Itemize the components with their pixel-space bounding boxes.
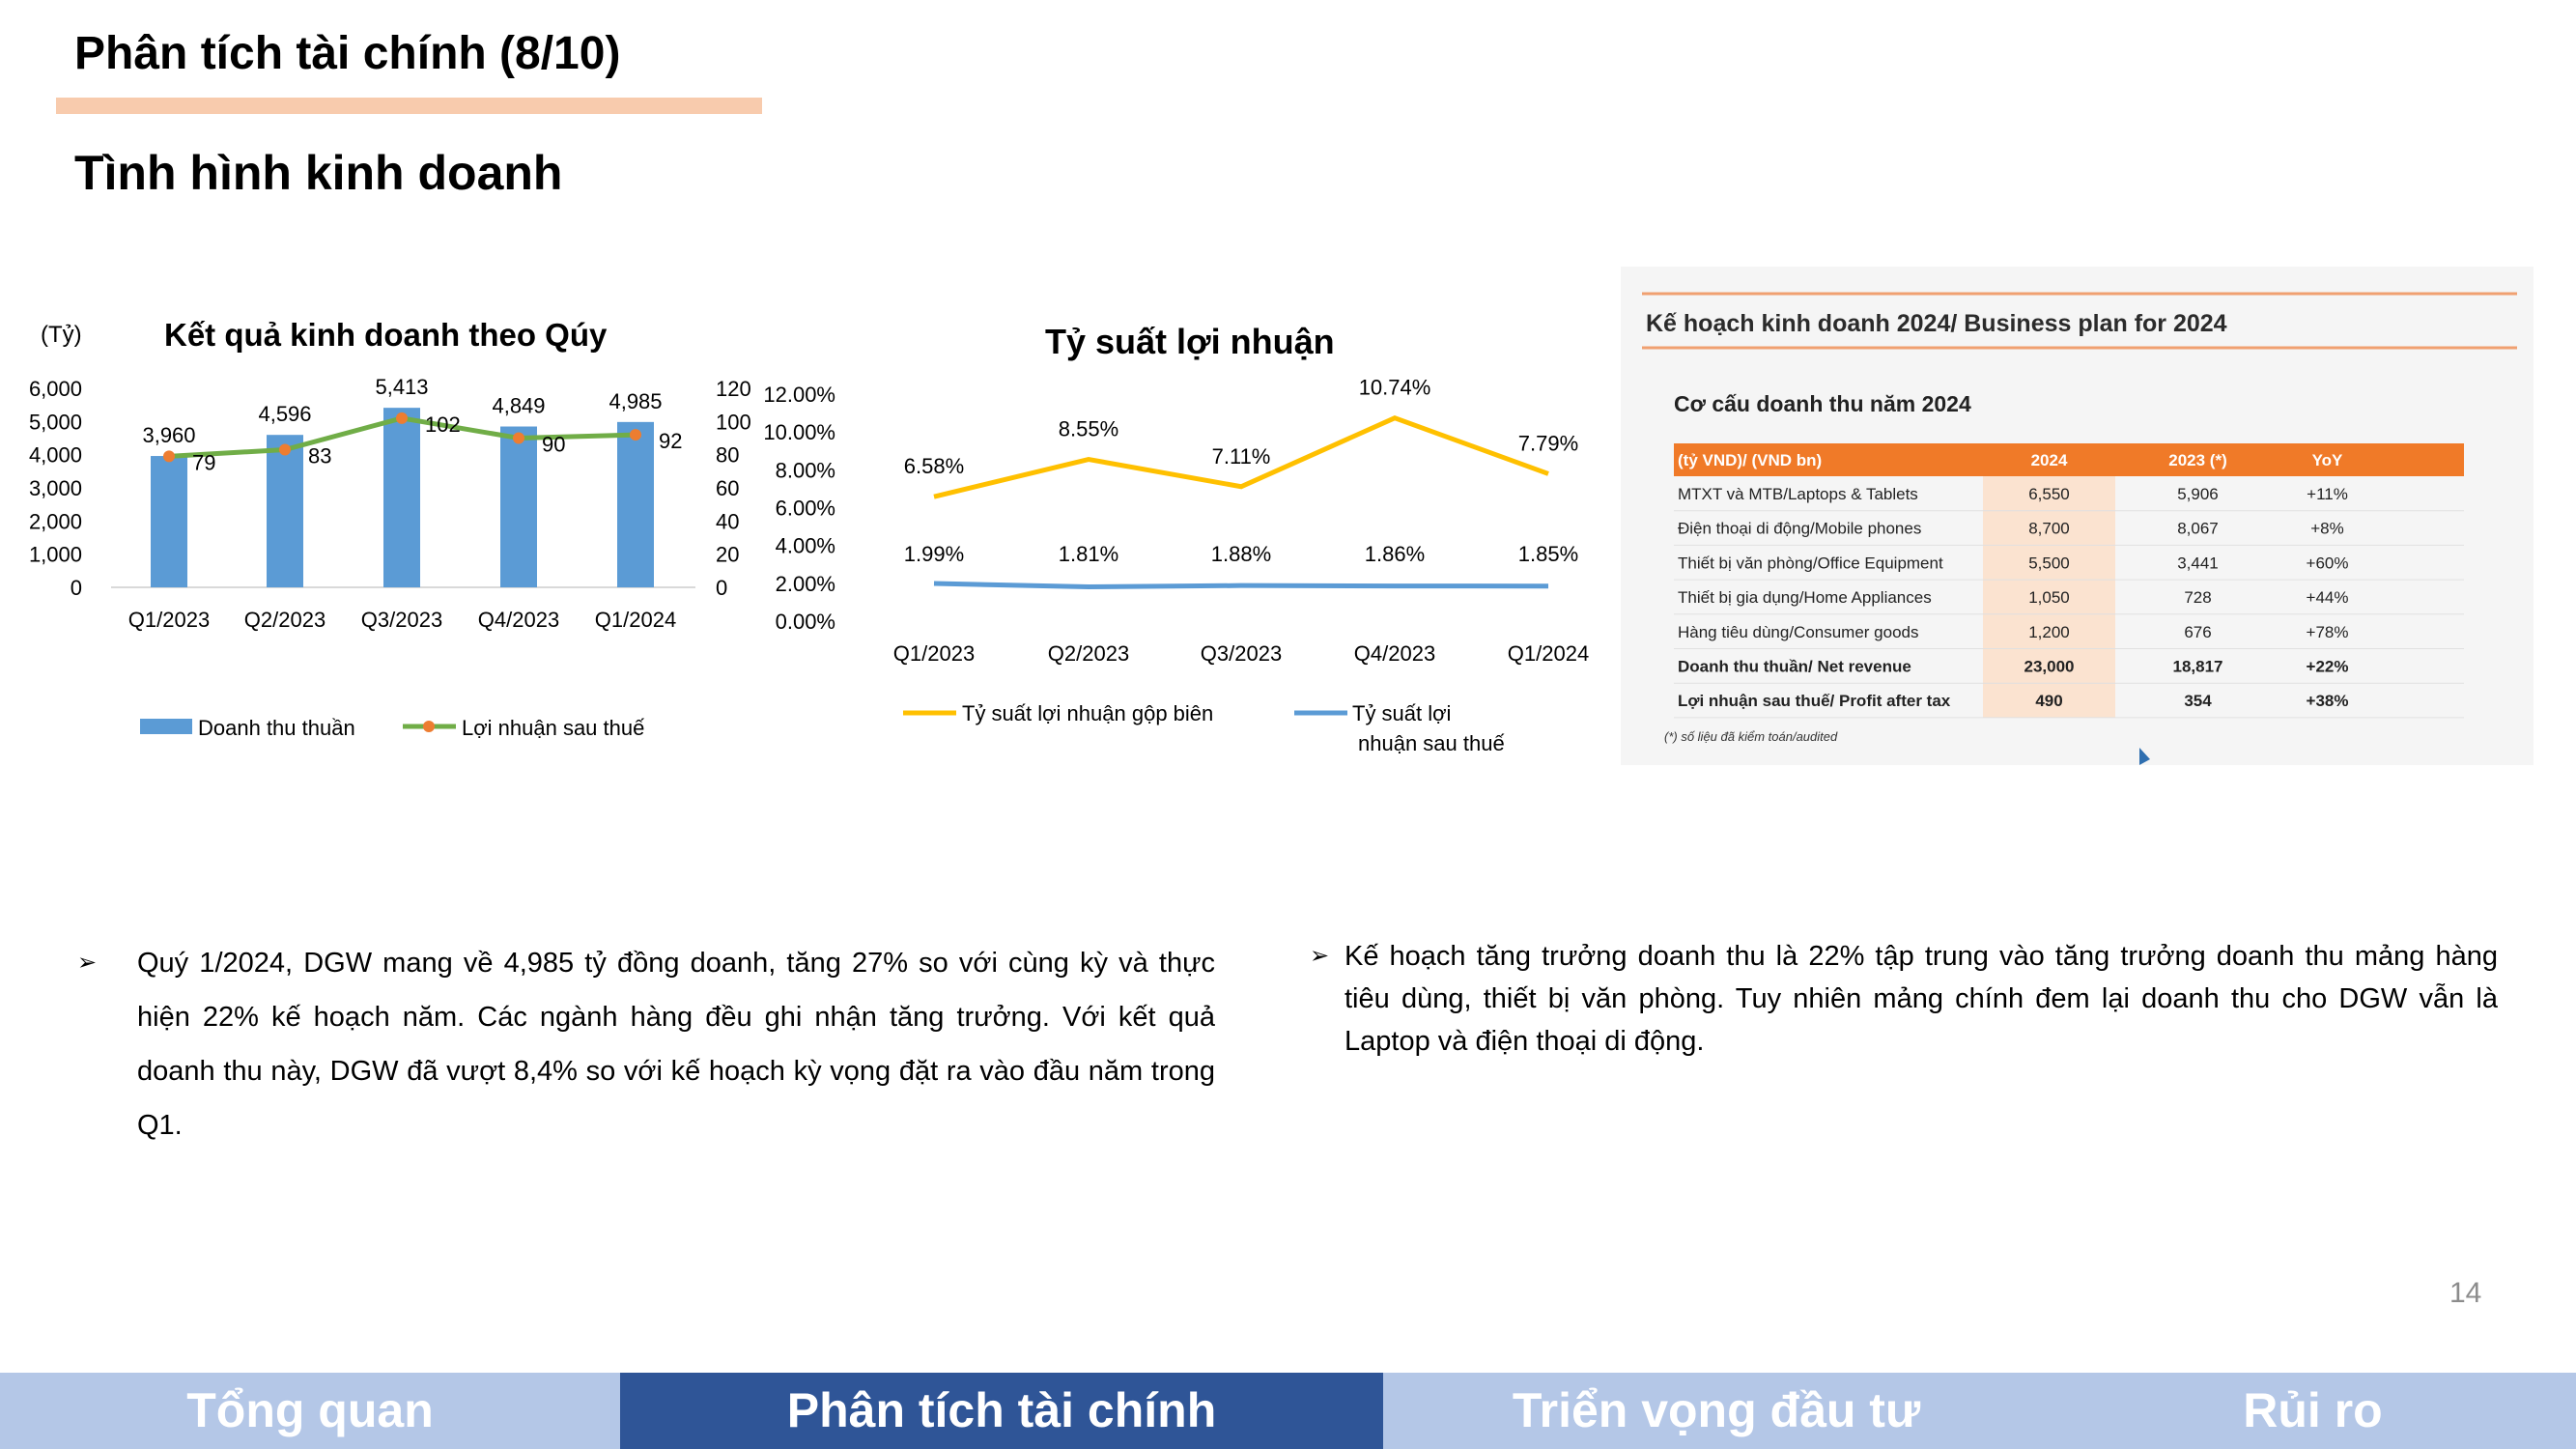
chart2-y-tick: 0.00% (775, 610, 835, 634)
chart2-title: Tỷ suất lợi nhuận (1045, 322, 1335, 361)
plan-table-cell: 1,050 (2028, 588, 2070, 608)
plan-table-cell: 8,067 (2177, 519, 2219, 538)
plan-table-cell: Doanh thu thuần/ Net revenue (1678, 657, 1911, 676)
chart1-profit-point (630, 429, 641, 440)
chart1-y-tick: 3,000 (28, 476, 82, 500)
chart1-profit-label: 102 (425, 412, 461, 437)
chart2-y-tick: 6.00% (775, 496, 835, 521)
business-plan-table (1621, 267, 2534, 765)
plan-table-cell: +78% (2306, 622, 2349, 641)
chart2-y-tick: 8.00% (775, 458, 835, 483)
plan-table-header-cell: 2023 (*) (2168, 451, 2227, 469)
tab-rui-ro[interactable]: Rủi ro (2243, 1383, 2383, 1437)
chart2-gross-label: 10.74% (1358, 375, 1431, 400)
plan-table-cell: +44% (2306, 588, 2349, 608)
chart1-y-tick: 1,000 (28, 542, 82, 567)
chart1-bar-label: 5,413 (375, 375, 429, 400)
bullet-marker-icon: ➢ (77, 950, 98, 976)
chart2-gross-label: 7.79% (1517, 431, 1579, 456)
chart2-x-tick: Q1/2024 (1507, 641, 1590, 666)
plan-table-cell: +38% (2306, 692, 2349, 711)
chart1-y2-tick: 0 (716, 576, 728, 600)
chart1-title: Kết quả kinh doanh theo Qúy (164, 317, 608, 353)
chart2-net-margin-line (934, 583, 1548, 587)
tab-trien-vong-dau-tu[interactable]: Triển vọng đầu tư (1512, 1383, 1921, 1437)
plan-table-cell: +11% (2307, 485, 2348, 503)
plan-table-cell: Hàng tiêu dùng/Consumer goods (1678, 622, 1919, 641)
chart2-net-label: 1.88% (1210, 542, 1272, 566)
chart1-bar-label: 4,849 (492, 393, 546, 418)
chart1-x-tick: Q1/2023 (127, 608, 211, 632)
chart2-gross-label: 8.55% (1058, 416, 1119, 441)
chart2-y-tick: 12.00% (763, 383, 835, 407)
page-number: 14 (2449, 1277, 2482, 1309)
plan-table-cell: MTXT và MTB/Laptops & Tablets (1678, 485, 1918, 503)
chart1-x-tick: Q4/2023 (477, 608, 560, 632)
plan-table-cell: 6,550 (2028, 485, 2070, 503)
section-title: Tình hình kinh doanh (74, 146, 563, 200)
plan-table-cell: 23,000 (2024, 657, 2075, 676)
chart1-y2-tick: 20 (716, 542, 740, 567)
chart2-gross-label: 7.11% (1211, 443, 1271, 469)
chart1-legend-marker-profit (423, 721, 435, 732)
plan-table-cell: 1,200 (2028, 622, 2070, 641)
bullet-left (77, 936, 1215, 1152)
plan-table-cell: 5,500 (2028, 554, 2070, 573)
bottom-nav (0, 1373, 2576, 1449)
plan-table-cell: +22% (2306, 657, 2349, 676)
plan-subtitle: Cơ cấu doanh thu năm 2024 (1674, 391, 1971, 416)
chart2-legend-gross: Tỷ suất lợi nhuận gộp biên (962, 701, 1214, 725)
chart2-legend-net-line1: Tỷ suất lợi (1352, 701, 1452, 725)
chart1-legend-profit: Lợi nhuận sau thuế (462, 716, 645, 740)
chart1-y-tick: 0 (70, 576, 82, 600)
chart2-net-label: 1.85% (1517, 542, 1579, 566)
chart2-x-tick: Q2/2023 (1047, 641, 1130, 666)
tab-tong-quan[interactable]: Tổng quan (186, 1383, 434, 1437)
bullet-marker-icon: ➢ (1310, 943, 1330, 969)
chart1-y2-tick: 80 (716, 442, 740, 468)
chart1-bar (617, 422, 654, 587)
chart1-x-tick: Q3/2023 (360, 608, 443, 632)
plan-table-cell: +60% (2306, 554, 2349, 573)
revenue-profit-chart (29, 317, 751, 740)
plan-table-cell: 5,906 (2177, 485, 2219, 503)
tab-phan-tich-tai-chinh[interactable]: Phân tích tài chính (620, 1373, 1383, 1449)
plan-table-cell: 8,700 (2028, 519, 2070, 538)
chart1-bar-label: 4,985 (609, 388, 663, 413)
chart1-bar (383, 408, 420, 587)
plan-table-cell: 3,441 (2177, 554, 2219, 573)
plan-table-cell: Thiết bị văn phòng/Office Equipment (1678, 554, 1943, 573)
margin-chart (763, 322, 1589, 755)
chart2-x-tick: Q3/2023 (1200, 641, 1283, 666)
chart1-bar (267, 435, 303, 587)
chart1-y-tick: 6,000 (28, 377, 82, 401)
chart1-profit-point (163, 450, 175, 462)
chart2-gross-label: 6.58% (903, 454, 965, 479)
chart1-x-tick: Q2/2023 (243, 608, 326, 632)
plan-table-header-cell: YoY (2311, 451, 2343, 469)
chart1-profit-label: 90 (542, 432, 566, 457)
plan-table-header-cell: (tỷ VND)/ (VND bn) (1678, 451, 1823, 469)
plan-table-cell: 18,817 (2172, 657, 2223, 676)
plan-table-cell: +8% (2310, 519, 2344, 538)
plan-table-cell: Điện thoại di động/Mobile phones (1678, 519, 1922, 538)
plan-table-cell: Lợi nhuận sau thuế/ Profit after tax (1678, 692, 1951, 711)
chart1-profit-point (513, 433, 524, 444)
chart1-bar-label: 3,960 (142, 423, 196, 448)
chart1-profit-label: 92 (659, 429, 683, 454)
chart1-y-tick: 2,000 (28, 509, 82, 534)
chart1-y2-tick: 40 (716, 509, 740, 534)
plan-table-header-cell: 2024 (2030, 451, 2068, 469)
plan-table-cell: 728 (2184, 588, 2212, 608)
chart1-legend-revenue: Doanh thu thuần (198, 716, 355, 740)
page-title: Phân tích tài chính (8/10) (74, 28, 621, 79)
plan-table-cell: 354 (2184, 692, 2212, 711)
chart1-y-tick: 5,000 (28, 410, 82, 435)
chart1-bar (151, 456, 187, 587)
chart1-profit-label: 79 (192, 450, 216, 475)
plan-footnote: (*) số liệu đã kiểm toán/audited (1664, 729, 1838, 744)
bullet-right-text: Kế hoạch tăng trưởng doanh thu là 22% tập trung vào tăng trưởng doanh thu mảng hàng tiêu dùng, thiết bị văn phòng. Tuy nhiên mảng chính đem lại doanh thu cho DGW vẫn là Laptop và điện thoại di động. (1345, 941, 2498, 1057)
chart1-profit-point (279, 444, 291, 456)
chart1-legend-swatch-revenue (140, 719, 192, 734)
bullet-left-text: Quý 1/2024, DGW mang về 4,985 tỷ đồng doanh, tăng 27% so với cùng kỳ và thực hiện 22% kế hoạch năm. Các ngành hàng đều ghi nhận tăng trưởng. Với kết quả doanh thu này, DGW đã vượt 8,4% so với kế hoạch kỳ vọng đặt ra vào đầu năm trong Q1. (137, 948, 1215, 1141)
chart2-x-tick: Q4/2023 (1353, 641, 1436, 666)
plan-title: Kế hoạch kinh doanh 2024/ Business plan for 2024 (1646, 310, 2227, 337)
business-plan-image (1621, 267, 2534, 765)
chart2-legend-net-line2: nhuận sau thuế (1358, 731, 1505, 755)
bullet-right (1310, 935, 2498, 1063)
chart2-net-label: 1.86% (1364, 542, 1426, 566)
chart1-bar-label: 4,596 (258, 402, 312, 427)
chart1-y-unit: (Tỷ) (41, 322, 82, 348)
chart2-y-tick: 10.00% (763, 420, 835, 445)
plan-table-cell: Thiết bị gia dụng/Home Appliances (1678, 588, 1932, 608)
chart1-y2-tick: 100 (716, 410, 751, 435)
chart1-bar (500, 427, 537, 587)
chart1-y2-tick: 120 (716, 377, 751, 401)
chart2-net-label: 1.81% (1058, 542, 1119, 566)
chart1-y2-tick: 60 (716, 476, 740, 500)
plan-table-cell: 490 (2035, 692, 2063, 711)
chart1-x-tick: Q1/2024 (594, 608, 677, 632)
chart2-y-tick: 2.00% (775, 571, 835, 596)
chart1-profit-label: 83 (308, 443, 332, 469)
chart2-net-label: 1.99% (903, 542, 965, 566)
chart2-y-tick: 4.00% (775, 533, 835, 558)
plan-table-cell: 676 (2184, 622, 2212, 641)
chart2-x-tick: Q1/2023 (892, 641, 976, 666)
chart1-profit-point (396, 412, 408, 424)
chart1-y-tick: 4,000 (28, 442, 82, 468)
